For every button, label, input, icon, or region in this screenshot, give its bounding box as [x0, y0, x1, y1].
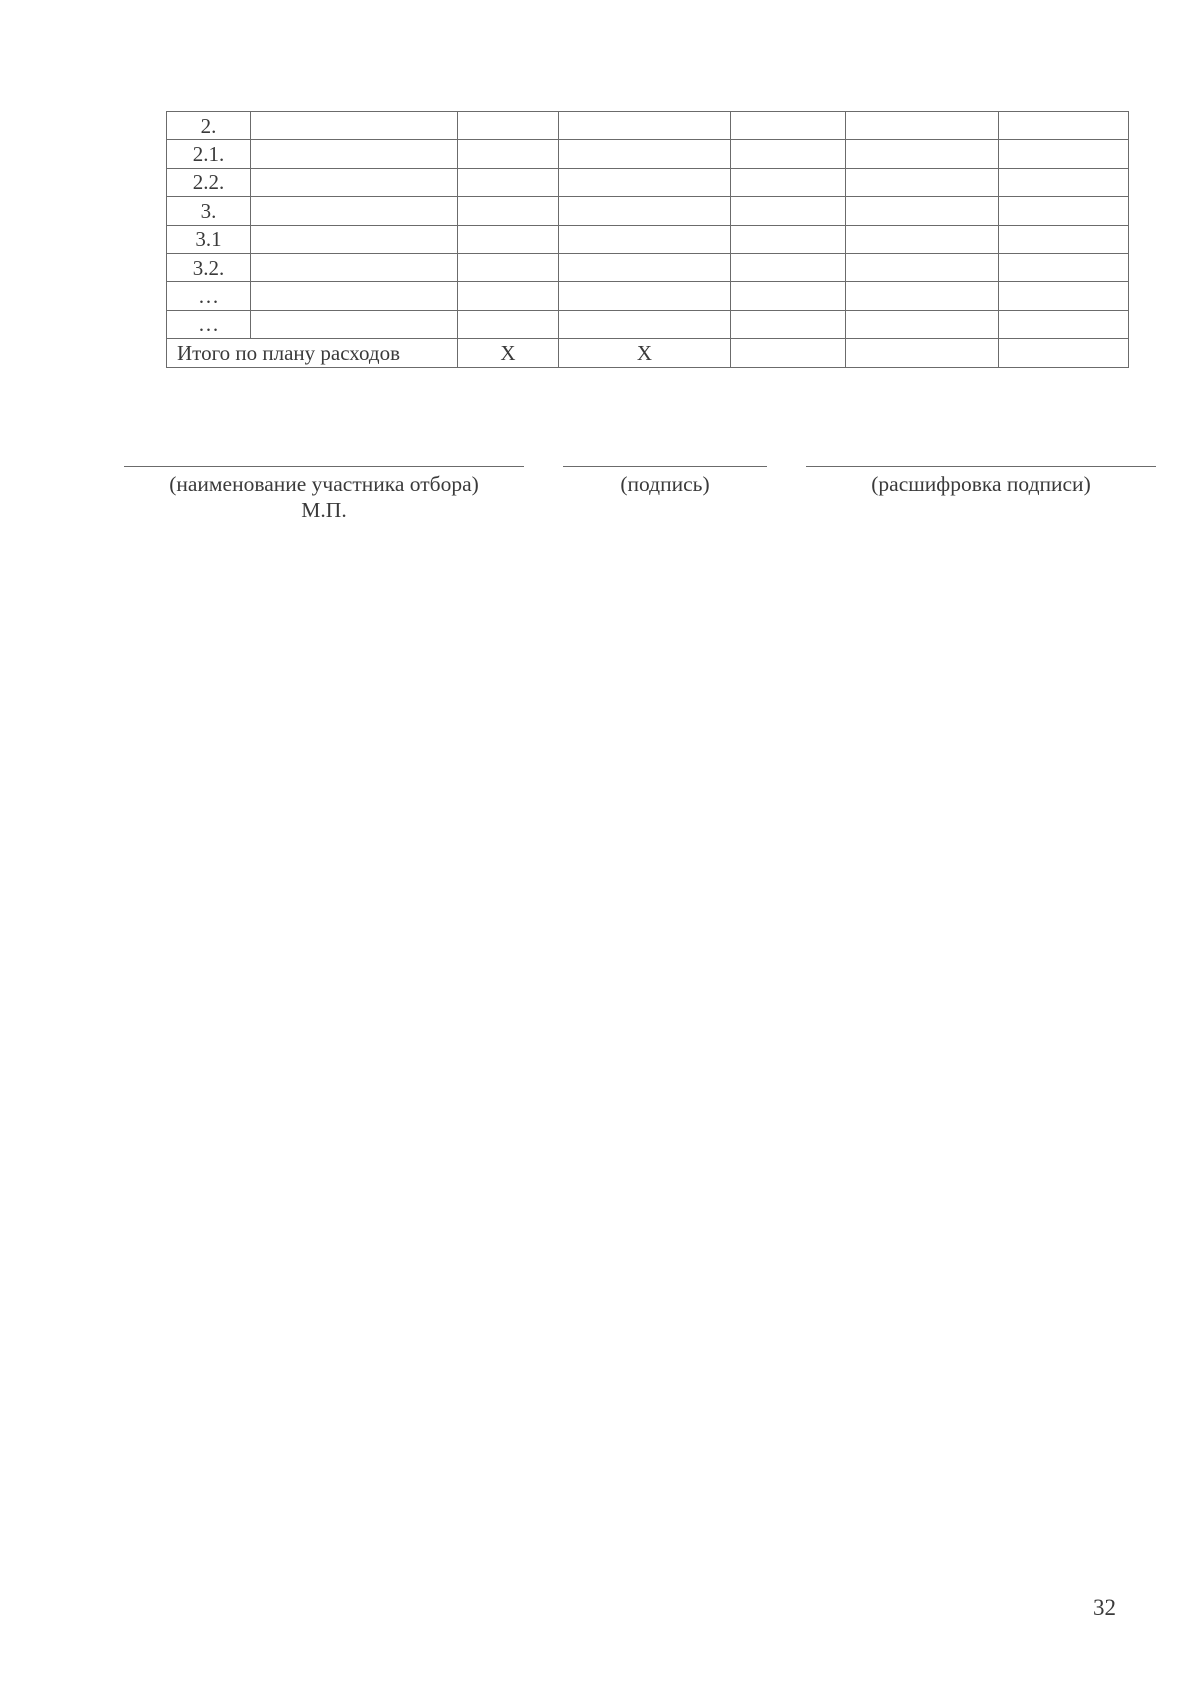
table-cell	[559, 253, 731, 281]
expense-plan-table	[166, 111, 1129, 368]
table-row	[167, 253, 1129, 281]
signature-caption: (подпись)	[620, 472, 710, 496]
signature-block	[563, 466, 767, 497]
signature-decoding-caption: (расшифровка подписи)	[871, 472, 1091, 496]
table-cell	[731, 168, 846, 196]
table-cell	[251, 140, 458, 168]
table-cell	[559, 282, 731, 310]
table-cell	[458, 112, 559, 140]
table-cell	[251, 225, 458, 253]
table-cell	[251, 168, 458, 196]
table-cell	[251, 253, 458, 281]
row-number: …	[167, 310, 251, 338]
table-cell	[458, 197, 559, 225]
row-number: 2.	[167, 112, 251, 140]
table-row	[167, 282, 1129, 310]
table-cell	[999, 310, 1129, 338]
total-mark-x: X	[458, 339, 559, 367]
table-cell	[458, 310, 559, 338]
table-cell	[999, 253, 1129, 281]
table-cell	[846, 112, 999, 140]
table-row	[167, 310, 1129, 338]
table-cell	[731, 197, 846, 225]
table-cell	[559, 225, 731, 253]
table-cell	[846, 168, 999, 196]
table-cell	[559, 168, 731, 196]
total-mark-x: X	[559, 339, 731, 367]
row-number: 3.	[167, 197, 251, 225]
table-cell	[731, 310, 846, 338]
table-row	[167, 225, 1129, 253]
row-number: 2.2.	[167, 168, 251, 196]
table-cell	[251, 197, 458, 225]
table-cell	[999, 339, 1129, 367]
table-cell	[999, 112, 1129, 140]
table-cell	[846, 140, 999, 168]
table-cell	[999, 197, 1129, 225]
table-cell	[731, 140, 846, 168]
table-cell	[846, 225, 999, 253]
row-number: 3.2.	[167, 253, 251, 281]
table-cell	[999, 140, 1129, 168]
row-number: 2.1.	[167, 140, 251, 168]
table-cell	[458, 282, 559, 310]
table-cell	[846, 339, 999, 367]
table-cell	[559, 310, 731, 338]
table-total-row	[167, 339, 1129, 367]
table-row	[167, 140, 1129, 168]
table-cell	[251, 112, 458, 140]
table-cell	[559, 197, 731, 225]
table-cell	[999, 225, 1129, 253]
total-label: Итого по плану расходов	[167, 339, 458, 367]
row-number: 3.1	[167, 225, 251, 253]
table-cell	[251, 310, 458, 338]
table-cell	[731, 225, 846, 253]
table-cell	[999, 168, 1129, 196]
signature-decoding-block	[806, 466, 1156, 497]
table-cell	[458, 253, 559, 281]
table-body	[167, 112, 1129, 368]
table-row	[167, 112, 1129, 140]
table-cell	[731, 112, 846, 140]
page-number: 32	[1093, 1595, 1116, 1620]
table-cell	[846, 310, 999, 338]
table-cell	[458, 168, 559, 196]
table-cell	[458, 140, 559, 168]
stamp-mark: М.П.	[301, 498, 347, 522]
signature-line	[563, 466, 767, 467]
participant-line	[124, 466, 524, 467]
participant-signature-block	[124, 466, 524, 523]
table-cell	[731, 339, 846, 367]
table-cell	[458, 225, 559, 253]
row-number: …	[167, 282, 251, 310]
table-cell	[846, 282, 999, 310]
table-cell	[846, 253, 999, 281]
table-row	[167, 197, 1129, 225]
table-cell	[846, 197, 999, 225]
table-row	[167, 168, 1129, 196]
table-cell	[559, 112, 731, 140]
table-cell	[559, 140, 731, 168]
participant-caption: (наименование участника отбора)	[169, 472, 479, 496]
signature-decoding-line	[806, 466, 1156, 467]
table-cell	[731, 282, 846, 310]
table-cell	[731, 253, 846, 281]
table-cell	[999, 282, 1129, 310]
table-cell	[251, 282, 458, 310]
